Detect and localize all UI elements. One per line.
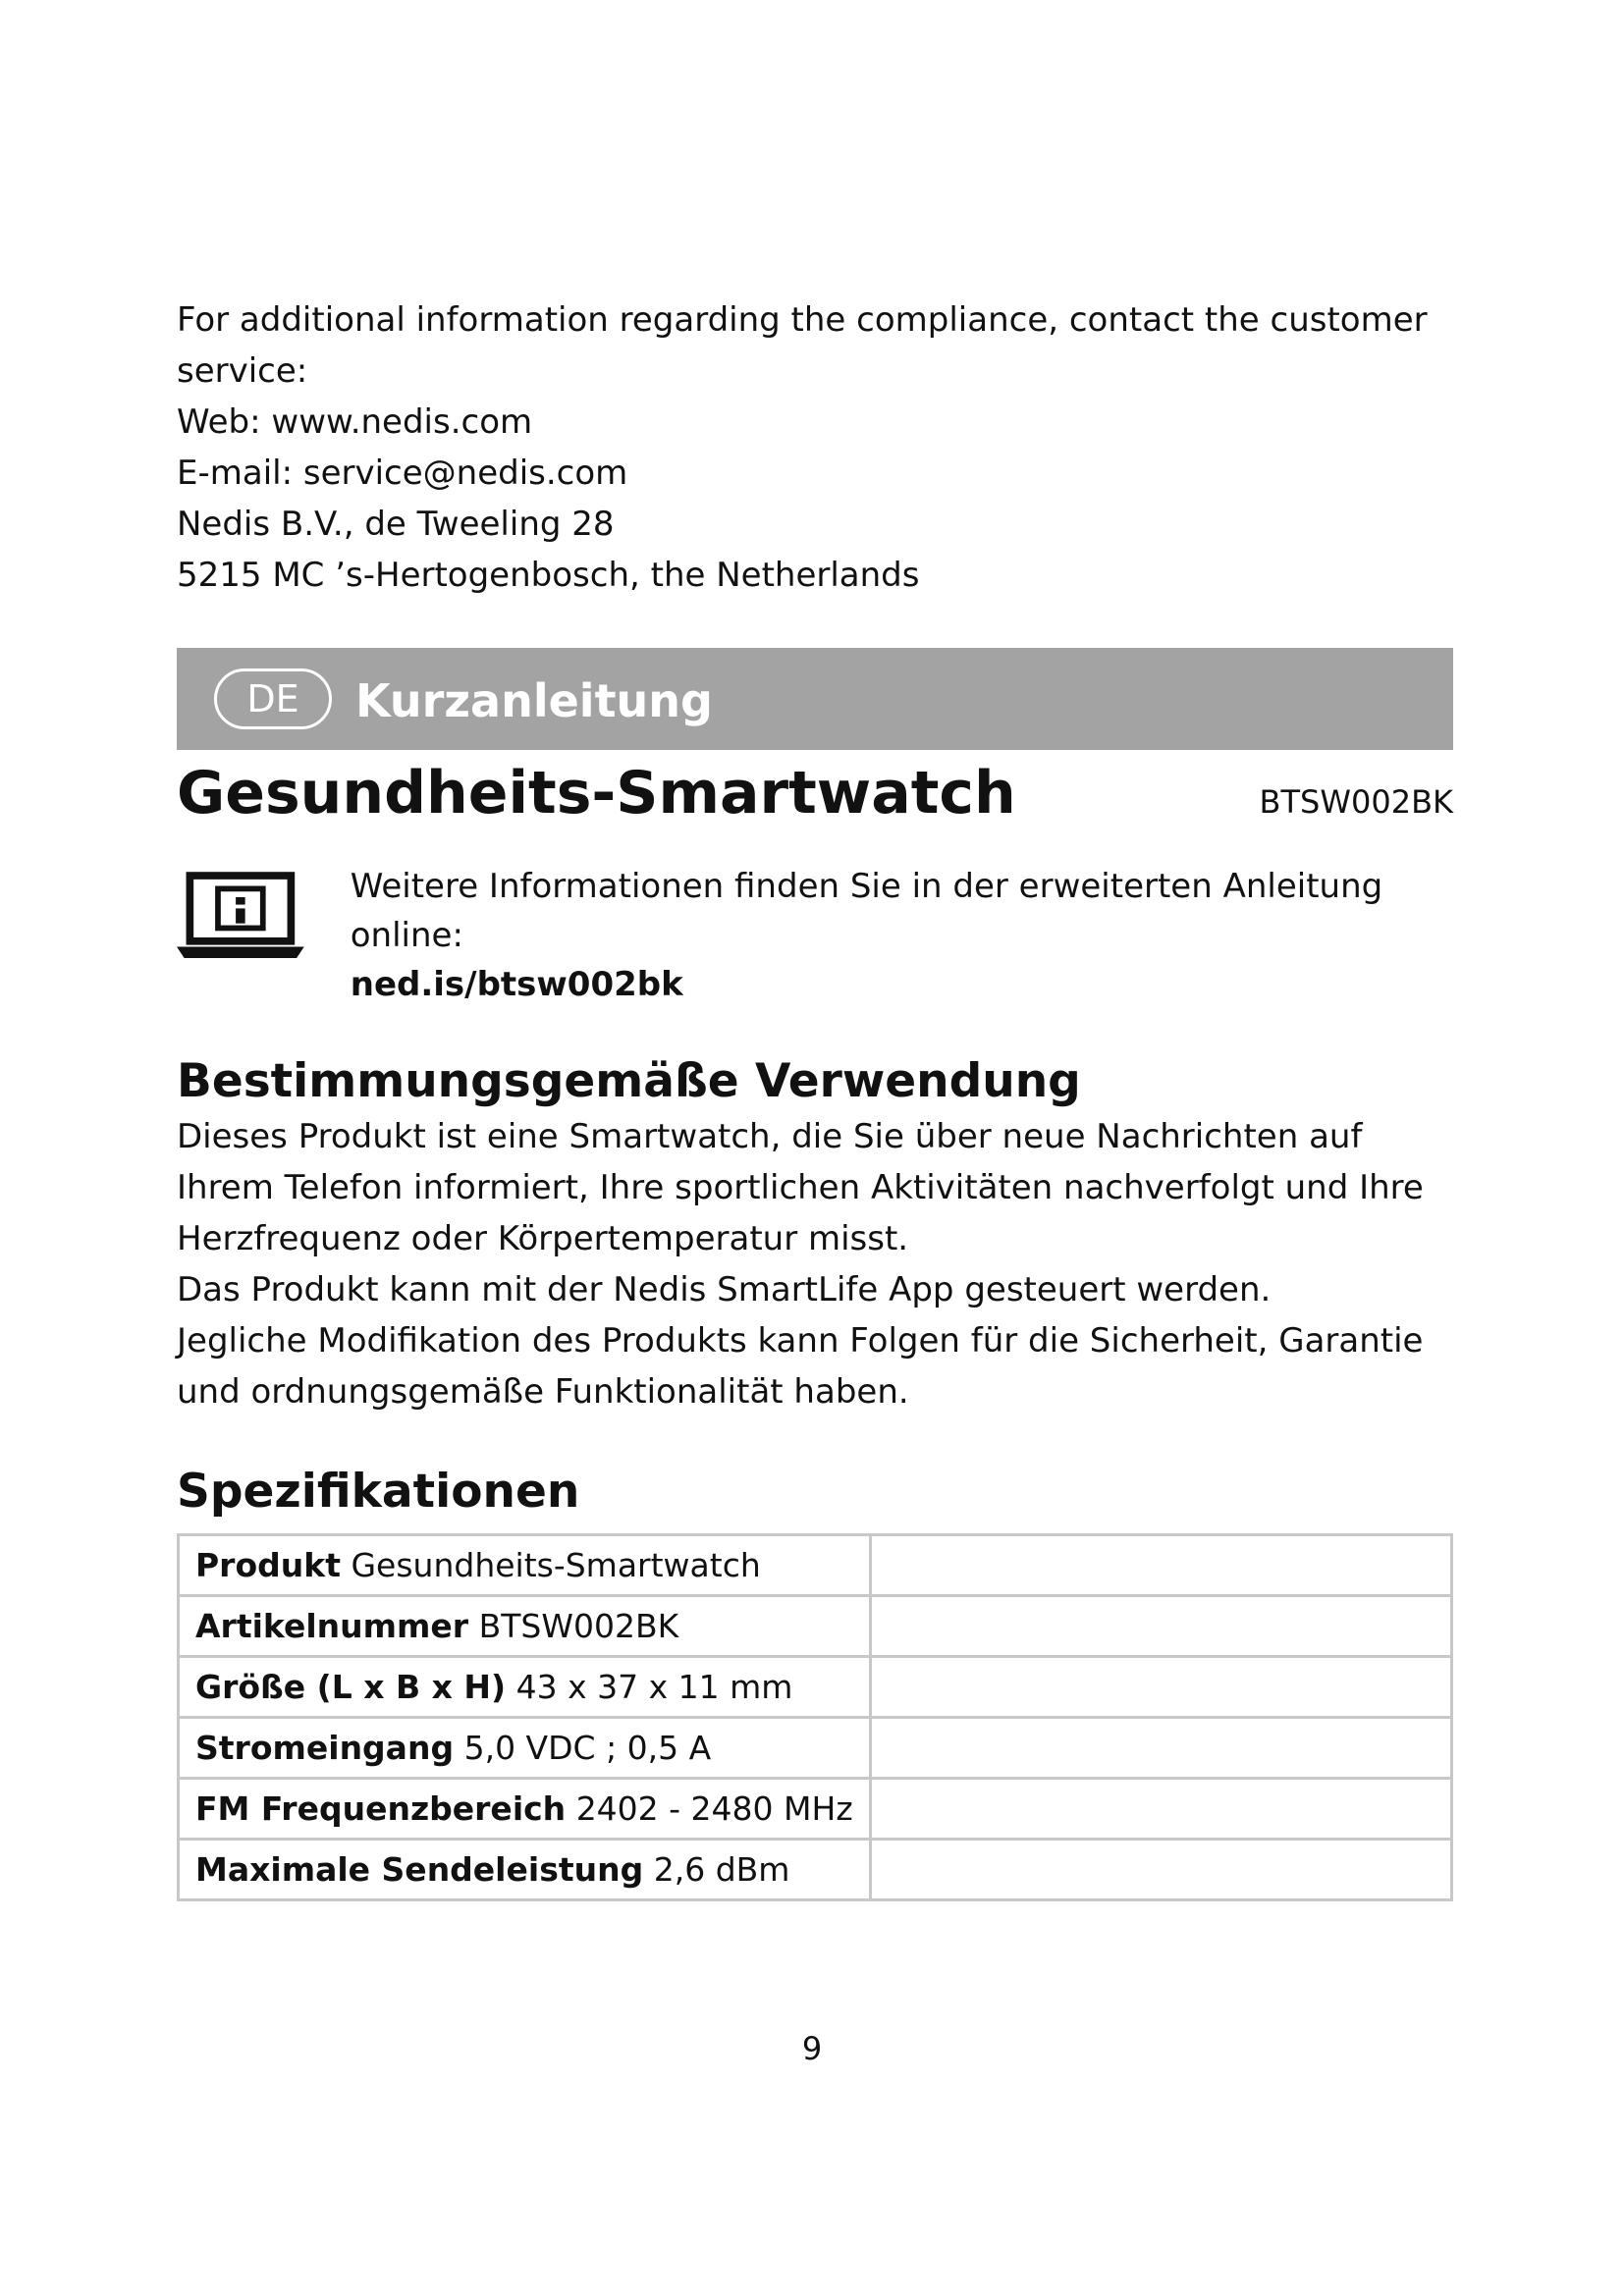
product-title-row [177,754,1453,832]
spec-cell [179,1718,871,1779]
compliance-email: E-mail: service@nedis.com [177,454,628,493]
product-title: Gesundheits-Smartwatch [177,759,1016,828]
spec-empty-cell [870,1596,1451,1657]
spec-cell [179,1657,871,1718]
specs-table [177,1533,1453,1901]
usage-paragraph: Das Produkt kann mit der Nedis SmartLife App gesteuert werden. [177,1270,1272,1309]
product-code: BTSW002BK [1259,783,1453,821]
table-row [179,1657,1452,1718]
spec-empty-cell [870,1718,1451,1779]
usage-heading: Bestimmungsgemäße Verwendung [177,1054,1081,1108]
compliance-intro: For additional information regarding the compliance, contact the customer service: [177,300,1428,391]
laptop-info-icon [177,870,304,964]
usage-paragraph: Jegliche Modifikation des Produkts kann Folgen für die Sicherheit, Garantie und ordnungsgemäße Funktionalität haben. [177,1321,1424,1412]
spec-value: BTSW002BK [478,1607,679,1645]
manual-link[interactable]: ned.is/btsw002bk [350,965,683,1004]
spec-cell [179,1596,871,1657]
spec-empty-cell [870,1840,1451,1900]
compliance-info [177,294,1453,601]
online-info-sentence: Weitere Informationen finden Sie in der erweiterten Anleitung online: [350,867,1383,955]
table-row [179,1840,1452,1900]
spec-empty-cell [870,1657,1451,1718]
banner-title: Kurzanleitung [355,674,713,727]
table-row [179,1535,1452,1596]
specs-heading: Spezifikationen [177,1465,580,1519]
spec-cell [179,1535,871,1596]
spec-value: 2,6 dBm [653,1850,790,1889]
spec-cell [179,1840,871,1900]
spec-cell [179,1779,871,1840]
spec-label: Stromeingang [195,1729,455,1767]
spec-label: Produkt [195,1546,341,1584]
spec-value: 2402 - 2480 MHz [575,1789,853,1828]
spec-value: Gesundheits-Smartwatch [351,1546,761,1584]
compliance-address-street: Nedis B.V., de Tweeling 28 [177,505,615,544]
spec-value: 43 x 37 x 11 mm [515,1668,793,1706]
language-badge: DE [214,668,332,729]
table-row [179,1718,1452,1779]
spec-value: 5,0 VDC ; 0,5 A [463,1729,712,1767]
usage-text [177,1111,1453,1417]
spec-empty-cell [870,1779,1451,1840]
page-number: 9 [801,2030,823,2067]
table-row [179,1779,1452,1840]
table-row [179,1596,1452,1657]
compliance-address-city: 5215 MC ’s-Hertogenbosch, the Netherlands [177,556,920,595]
spec-label: Artikelnummer [195,1607,469,1645]
spec-empty-cell [870,1535,1451,1596]
spec-label: Größe (L x B x H) [195,1668,507,1706]
spec-label: Maximale Sendeleistung [195,1850,644,1889]
page-content [177,294,1453,1901]
compliance-web: Web: www.nedis.com [177,402,533,442]
section-banner [177,648,1453,750]
usage-paragraph: Dieses Produkt ist eine Smartwatch, die Sie über neue Nachrichten auf Ihrem Telefon informiert, Ihre sportlichen Aktivitäten nachverfolgt und Ihre Herzfrequenz oder Körpertemperatur misst. [177,1117,1424,1258]
online-info-row [177,862,1453,1009]
spec-label: FM Frequenzbereich [195,1789,567,1828]
online-info-text [351,862,1453,1009]
